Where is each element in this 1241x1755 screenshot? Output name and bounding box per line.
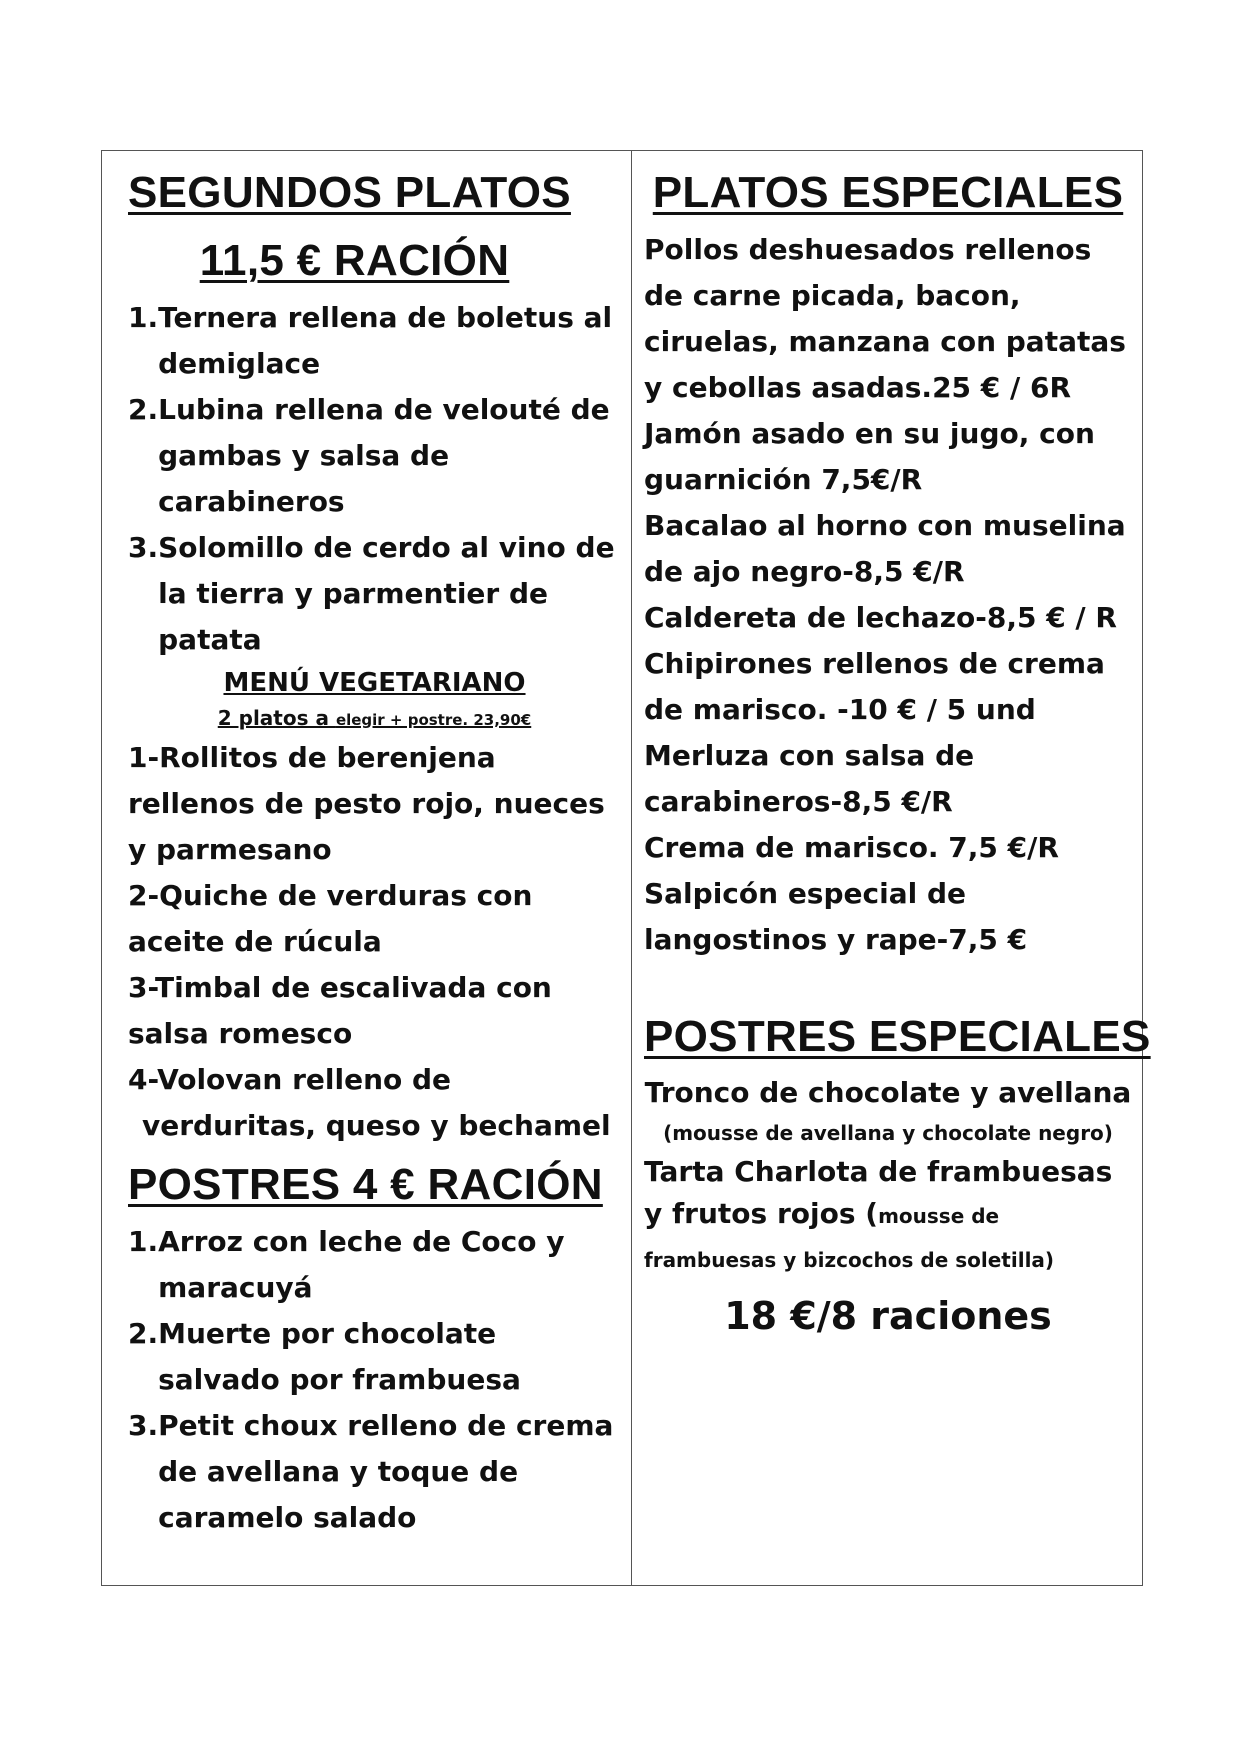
list-item: Pollos deshuesados rellenos de carne picada, bacon, ciruelas, manzana con patatas y cebollas asadas.25 € / 6R bbox=[644, 233, 1126, 404]
list-item: 1. Ternera rellena de boletus al demiglace bbox=[128, 301, 613, 380]
especiales-title: PLATOS ESPECIALES bbox=[652, 168, 1124, 217]
segundos-title: SEGUNDOS PLATOS bbox=[128, 168, 571, 217]
postres-title: POSTRES 4 € RACIÓN bbox=[128, 1160, 603, 1209]
list-item: 3-Timbal de escalivada con salsa romesco bbox=[128, 971, 552, 1050]
list-item: Caldereta de lechazo-8,5 € / R bbox=[644, 601, 1117, 634]
list-item: 2-Quiche de verduras con aceite de rúcula bbox=[128, 879, 533, 958]
left-column bbox=[102, 151, 632, 1585]
veg-list bbox=[128, 735, 621, 1149]
list-item: 4-Volovan relleno de verduritas, queso y bechamel bbox=[128, 1063, 611, 1142]
list-item: 3. Solomillo de cerdo al vino de la tierra y parmentier de patata bbox=[128, 531, 615, 656]
list-item: Chipirones rellenos de crema de marisco. -10 € / 5 und bbox=[644, 647, 1105, 726]
veg-title: MENÚ VEGETARIANO bbox=[223, 668, 526, 698]
segundos-price: 11,5 € RACIÓN bbox=[199, 236, 510, 285]
list-item: Salpicón especial de langostinos y rape-7,5 € bbox=[644, 877, 1028, 956]
list-item: Merluza con salsa de carabineros-8,5 €/R bbox=[644, 739, 975, 818]
list-item: 1-Rollitos de berenjena rellenos de pesto rojo, nueces y parmesano bbox=[128, 741, 605, 866]
list-item: Bacalao al horno con muselina de ajo negro-8,5 €/R bbox=[644, 509, 1126, 588]
list-item: 1. Arroz con leche de Coco y maracuyá bbox=[128, 1225, 565, 1304]
right-column bbox=[632, 151, 1151, 1585]
segundos-list bbox=[128, 295, 621, 663]
list-item: 3. Petit choux relleno de crema de avellana y toque de caramelo salado bbox=[128, 1409, 614, 1534]
dessert-1-name: Tronco de chocolate y avellana bbox=[644, 1076, 1132, 1109]
veg-subtitle: 2 platos a elegir + postre. 23,90€ bbox=[217, 706, 532, 730]
especiales-list bbox=[644, 227, 1132, 963]
list-item: Crema de marisco. 7,5 €/R bbox=[644, 831, 1059, 864]
menu-frame bbox=[101, 150, 1151, 1586]
list-item: 2. Lubina rellena de velouté de gambas y salsa de carabineros bbox=[128, 393, 610, 518]
postres-list bbox=[128, 1219, 621, 1541]
postres-especiales-title: POSTRES ESPECIALES bbox=[644, 1012, 1151, 1061]
dessert-2: Tarta Charlota de frambuesas y frutos rojos (mousse de frambuesas y bizcochos de soletilla) bbox=[644, 1155, 1113, 1272]
list-item: Jamón asado en su jugo, con guarnición 7,5€/R bbox=[644, 417, 1095, 496]
dessert-price: 18 €/8 raciones bbox=[724, 1294, 1052, 1338]
list-item: 2. Muerte por chocolate salvado por frambuesa bbox=[128, 1317, 521, 1396]
dessert-1-note: (mousse de avellana y chocolate negro) bbox=[663, 1121, 1113, 1145]
